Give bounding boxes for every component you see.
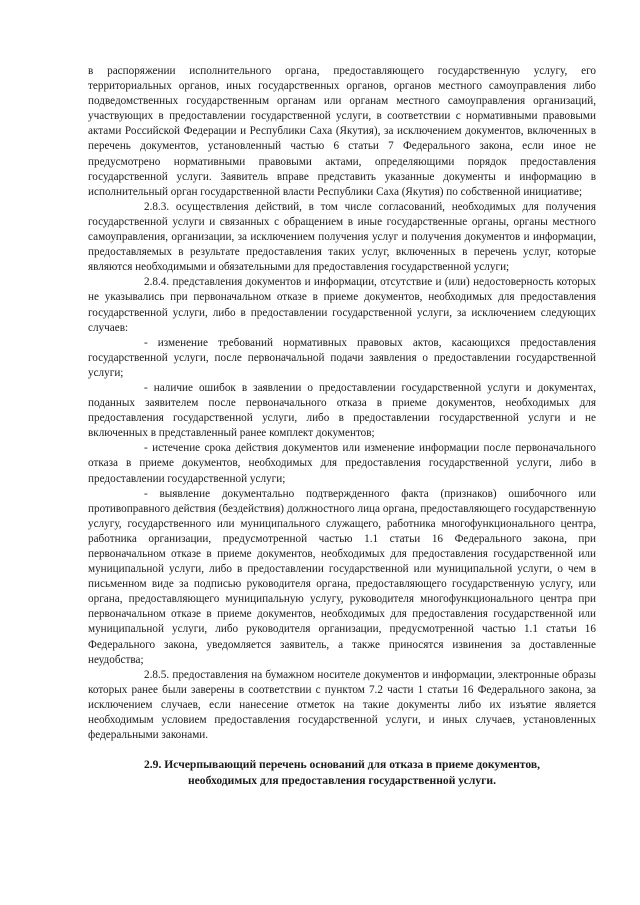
list-item-document-expiry: - истечение срока действия документов или изменение информации после первоначального отказа в приеме документов, необходимых для предоставления государственной услуги, либо в предоставлении государственной услуги; — [88, 442, 596, 485]
paragraph-2-8-3: 2.8.3. осуществления действий, в том числе согласований, необходимых для получения государственной услуги и связанных с обращением в иные государственные органы, органы местного самоуправления, организации, за исключением получения услуг и получения документов и информации, предоставляемых в результате предоставления таких услуг, включенных в перечень услуг, которые являются необходимыми и обязательными для предоставления государственной услуги; — [88, 200, 596, 274]
paragraph-documents-in-possession: в распоряжении исполнительного органа, предоставляющего государственную услугу, его территориальных органов, иных государственных органов, органов местного самоуправления либо подведомственных государственным органам или органам местного самоуправления организаций, участвующих в предоставлении государственной услуги, в соответствии с нормативными правовыми актами Российской Федерации и Республики Саха (Якутия), за исключением документов, включенных в перечень документов, установленный частью 6 статьи 7 Федерального закона, если иное не предусмотрено нормативными правовыми актами, определяющими порядок предоставления государственной услуги. Заявитель вправе представить указанные документы и информацию в исполнительный орган государственной власти Республики Саха (Якутия) по собственной инициативе; — [88, 65, 596, 198]
section-heading-2-9 — [88, 757, 596, 789]
list-item-errors-in-application: - наличие ошибок в заявлении о предоставлении государственной услуги и документах, поданных заявителем после первоначального отказа в приеме документов, необходимых для предоставления государственной услуги, либо в предоставлении государственной услуги и не включенных в представленный ранее комплект документов; — [88, 381, 596, 440]
heading-line-1: 2.9. Исчерпывающий перечень оснований для отказа в приеме документов, — [143, 758, 541, 772]
heading-line-2: необходимых для предоставления государственной услуги. — [187, 774, 497, 788]
list-item-regulation-change: - изменение требований нормативных правовых актов, касающихся предоставления государственной услуги, после первоначальной подачи заявления о предоставлении государственной услуги; — [88, 336, 596, 379]
paragraph-2-8-5: 2.8.5. предоставления на бумажном носителе документов и информации, электронные образы которых ранее были заверены в соответствии с пунктом 7.2 части 1 статьи 16 Федерального закона, за исключением случаев, если нанесение отметок на такие документы либо их изъятие является необходимым условием предоставления государственной услуги, и иных случаев, установленных федеральными законами. — [88, 668, 596, 742]
document-page — [88, 64, 596, 789]
paragraph-2-8-4: 2.8.4. представления документов и информации, отсутствие и (или) недостоверность которых не указывались при первоначальном отказе в приеме документов, необходимых для предоставления государственной услуги, либо в предоставлении государственной услуги, за исключением следующих случаев: — [88, 276, 596, 334]
list-item-erroneous-action: - выявление документально подтвержденного факта (признаков) ошибочного или противоправного действия (бездействия) должностного лица органа, предоставляющего государственную услугу, государственного или муниципального служащего, работника многофункционального центра, работника организации, предусмотренной частью 1.1 статьи 16 Федерального закона, при первоначальном отказе в приеме документов, необходимых для предоставления государственной или муниципальной услуги, либо в предоставлении государственной или муниципальной услуги, о чем в письменном виде за подписью руководителя органа, предоставляющего государственную услугу, или органа, предоставляющего муниципальную услугу, руководителя многофункционального центра при первоначальном отказе в приеме документов, необходимых для предоставления государственной или муниципальной услуги, либо руководителя организации, предусмотренной частью 1.1 статьи 16 Федерального закона, уведомляется заявитель, а также приносятся извинения за доставленные неудобства; — [88, 487, 596, 666]
